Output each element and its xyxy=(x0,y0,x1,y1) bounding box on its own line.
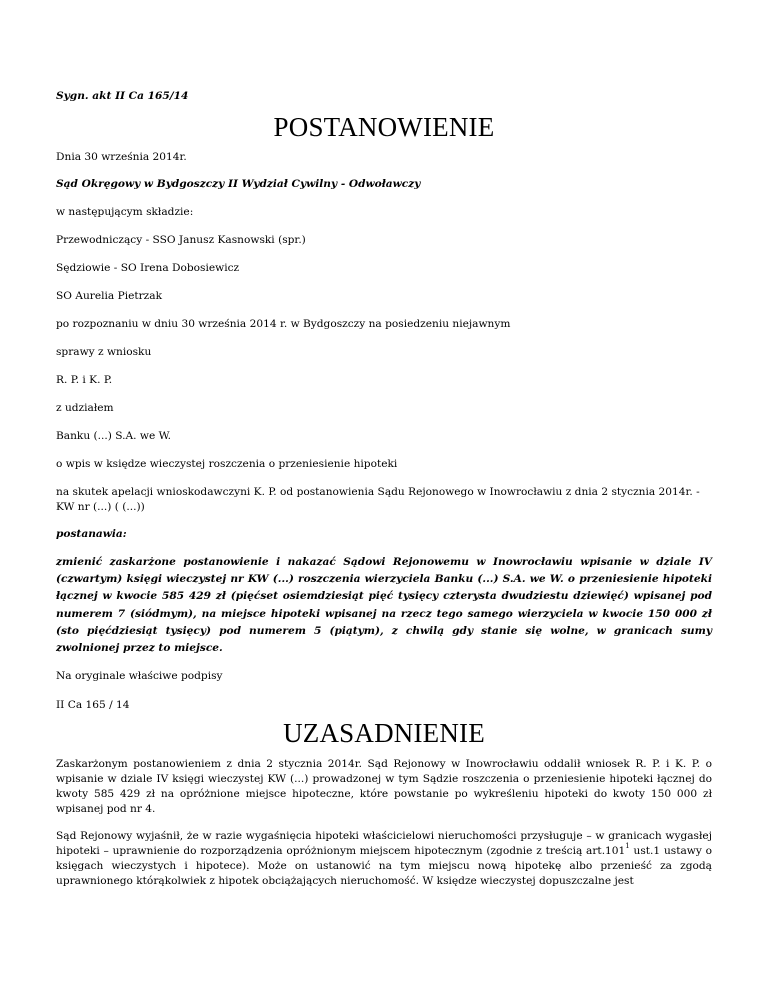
justification-title: UZASADNIENIE xyxy=(283,718,485,748)
composition-intro: w następującym składzie: xyxy=(56,206,194,218)
paragraph-2-text-a: Sąd Rejonowy wyjaśnił, że w razie wygaśnięcia hipoteki właścicielowi nieruchomości przysługuje – w granicach wygasłej hipoteki – uprawnienie do rozporządzenia opróżnionym miejscem hipotecznym (zgodnie z treścią art.101 xyxy=(56,830,712,857)
participation-line: z udziałem xyxy=(56,402,114,414)
case-intro: sprawy z wniosku xyxy=(56,346,152,358)
appeal-paragraph: na skutek apelacji wnioskodawczyni K. P. od postanowienia Sądu Rejonowego w Inowrocławiu z dnia 2 stycznia 2014r. - KW nr (...) ( (...)) xyxy=(56,486,700,513)
decides-label: postanawia: xyxy=(56,528,127,540)
presiding-judge: Przewodniczący - SSO Janusz Kasnowski (spr.) xyxy=(56,234,306,246)
case-signature: Sygn. akt II Ca 165/14 xyxy=(56,90,189,102)
judge-second: SO Aurelia Pietrzak xyxy=(56,290,162,302)
ruling-paragraph: zmienić zaskarżone postanowienie i nakazać Sądowi Rejonowemu w Inowrocławiu wpisanie w dziale IV (czwartym) księgi wieczystej nr KW (...) roszczenia wierzyciela Banku (...) S.A. we W. o przeniesienie hipoteki łącznej w kwocie 585 429 zł (pięćset osiemdziesiąt pięć tysięcy czterysta dwudziestu dziewięć) wpisanej pod numerem 7 (siódmym), na miejsce hipoteki wpisanej na rzecz tego samego wierzyciela w kwocie 150 000 zł (sto pięćdziesiąt tysięcy) pod numerem 5 (piątym), z chwilą gdy stanie się wolne, w granicach sumy zwolnionej przez to miejsce. xyxy=(56,556,712,655)
document-title: POSTANOWIENIE xyxy=(273,112,495,142)
applicants: R. P. i K. P. xyxy=(56,374,113,386)
justification-paragraph-1: Zaskarżonym postanowieniem z dnia 2 stycznia 2014r. Sąd Rejonowy w Inowrocławiu oddalił wniosek R. P. i K. P. o wpisanie w dziale IV księgi wieczystej KW (...) prowadzonej w tym Sądzie roszczenia o przeniesienie hipoteki łącznej do kwoty 585 429 zł na opróżnione miejsce hipoteczne, które powstanie po wykreśleniu hipoteki do kwoty 150 000 zł wpisanej pod nr 4. xyxy=(56,758,712,815)
justification-paragraph-2 xyxy=(56,829,712,889)
hearing-line: po rozpoznaniu w dniu 30 września 2014 r. w Bydgoszczy na posiedzeniu niejawnym xyxy=(56,318,511,330)
judges-line: Sędziowie - SO Irena Dobosiewicz xyxy=(56,262,240,274)
paragraph-2-text-b: ust.1 ustawy o księgach wieczystych i hipotece). Może on ustanowić na tym miejscu nową hipotekę albo przenieść za zgodą uprawnionego którąkolwiek z hipotek obciążających nieruchomość. W księdze wieczystej dopuszczalne jest xyxy=(56,845,712,887)
case-signature-2: II Ca 165 / 14 xyxy=(56,699,130,711)
date-line: Dnia 30 września 2014r. xyxy=(56,151,187,163)
bank-participant: Banku (...) S.A. we W. xyxy=(56,430,172,442)
article-superscript: 1 xyxy=(625,842,630,851)
court-name: Sąd Okręgowy w Bydgoszczy II Wydział Cywilny - Odwoławczy xyxy=(56,178,421,190)
subject-line: o wpis w księdze wieczystej roszczenia o przeniesienie hipoteki xyxy=(56,458,398,470)
original-note: Na oryginale właściwe podpisy xyxy=(56,670,223,682)
